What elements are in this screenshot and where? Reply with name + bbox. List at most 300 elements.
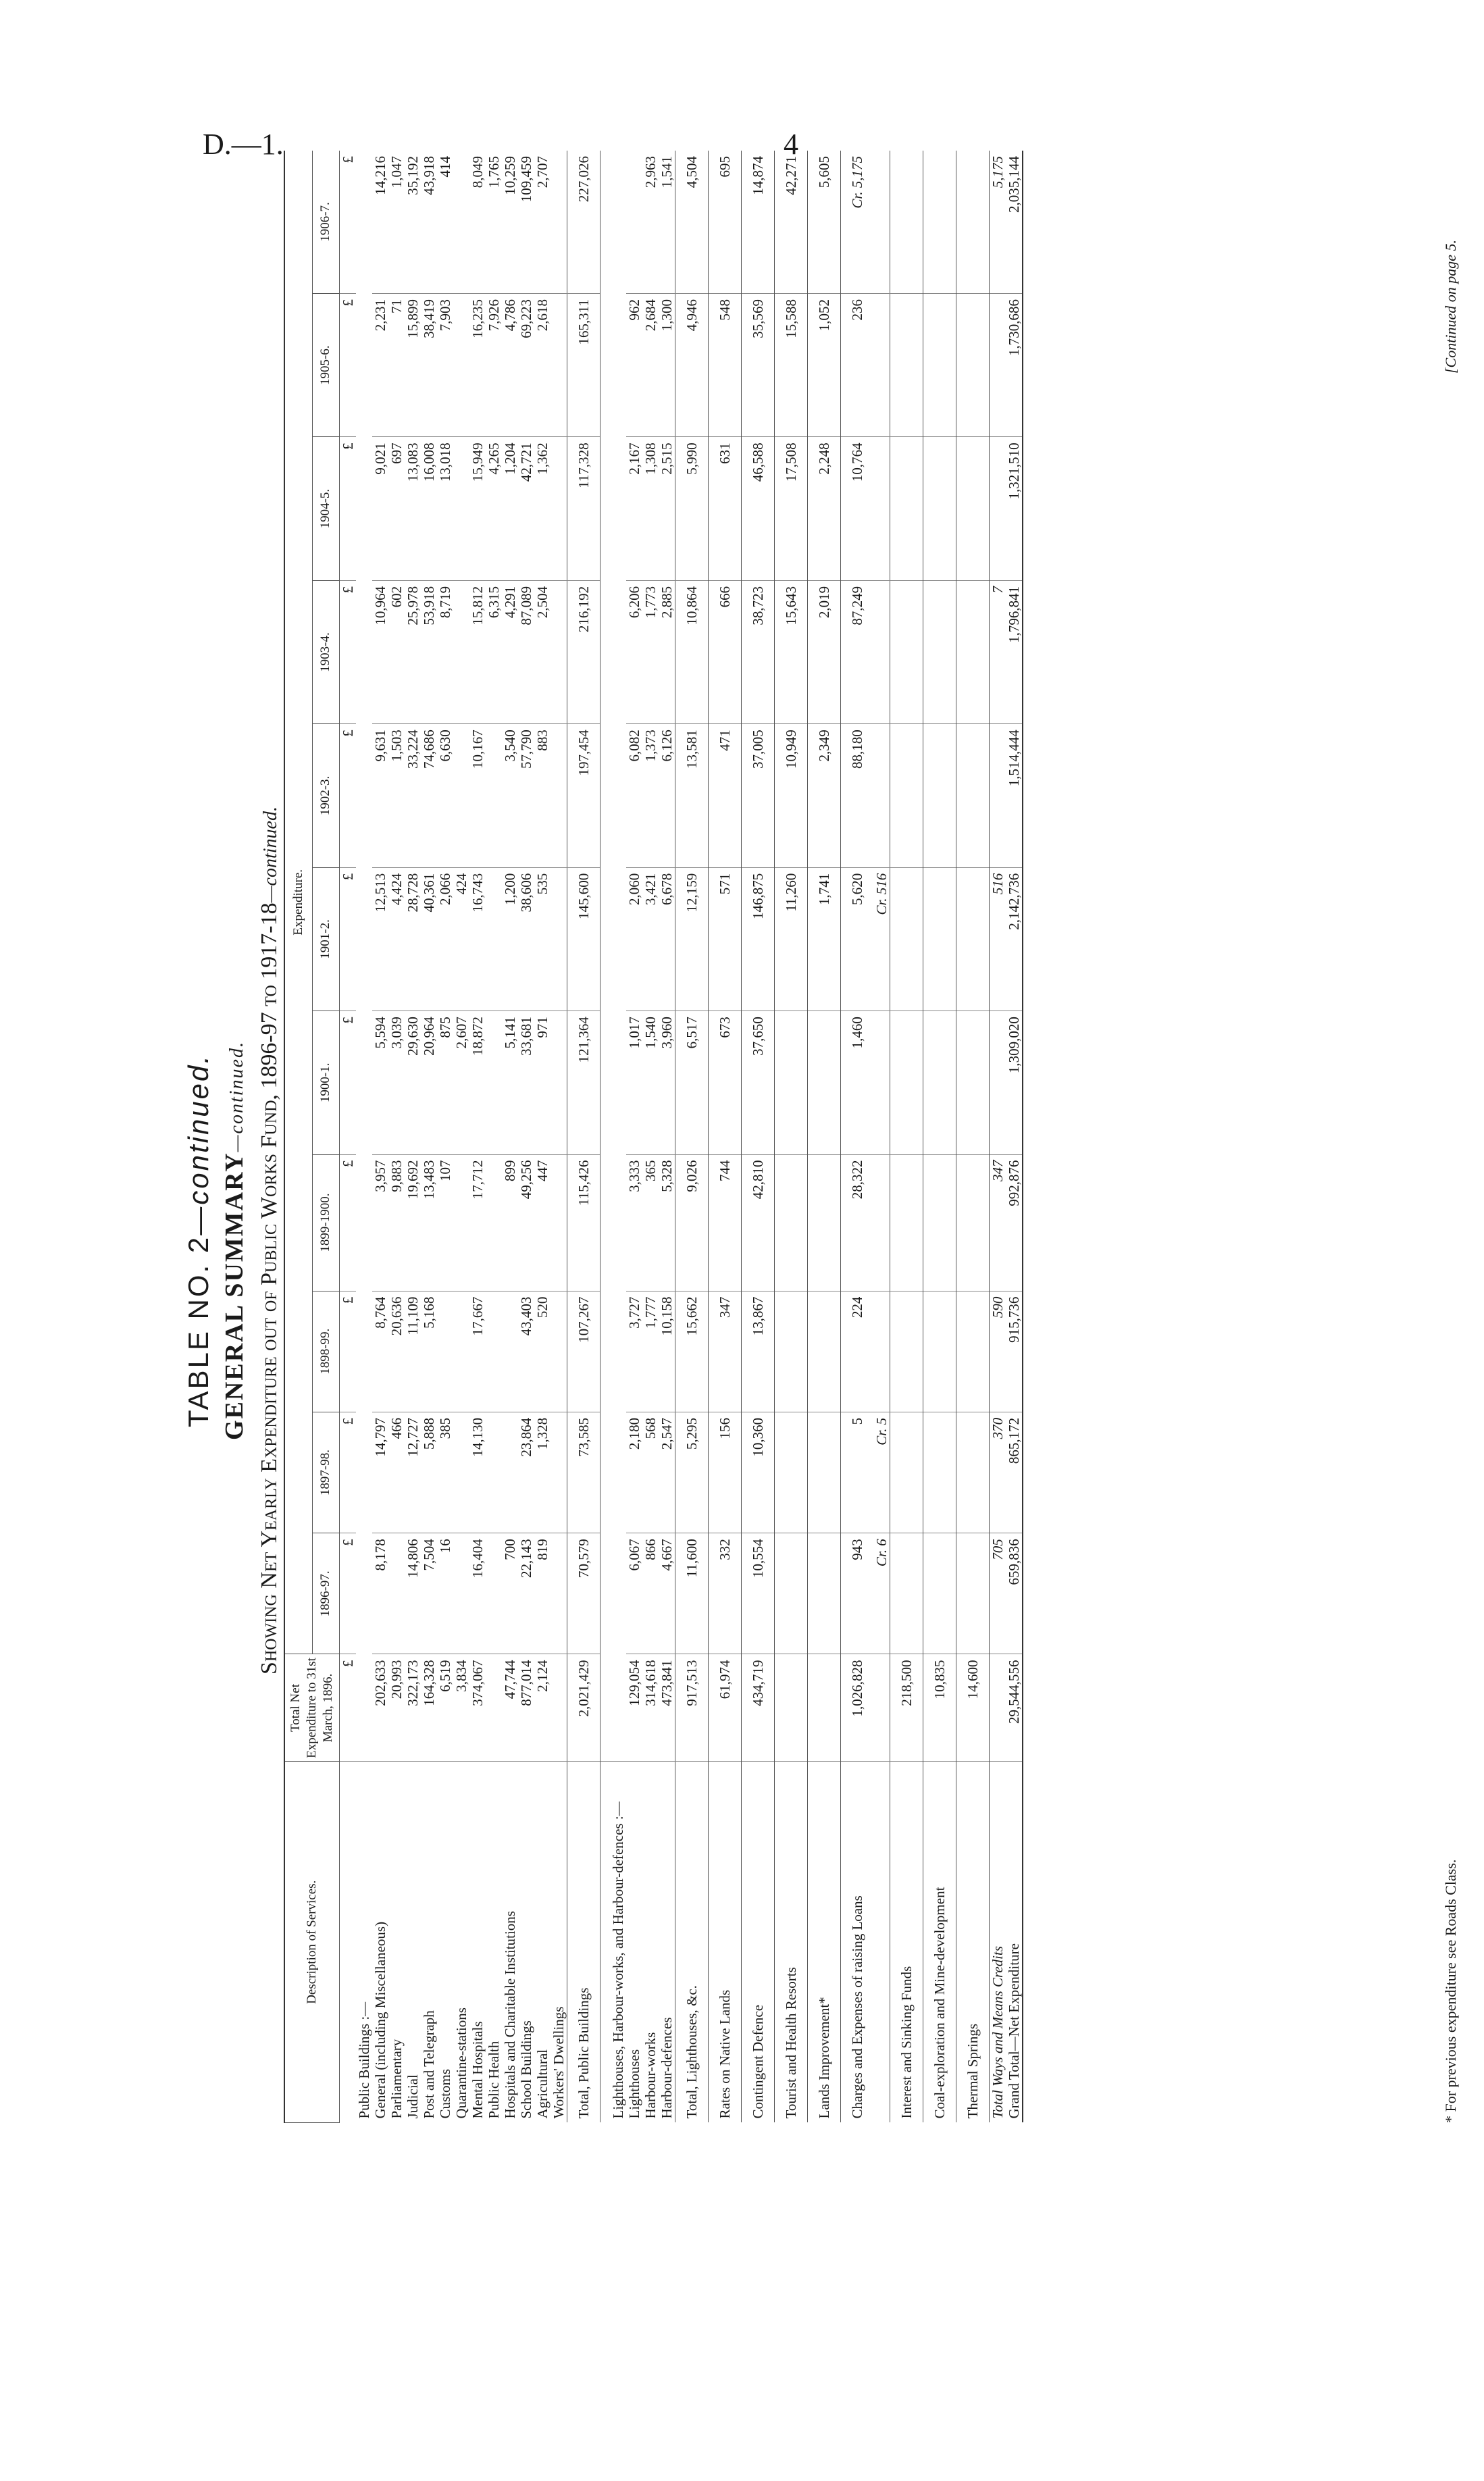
- cell-value: 38,723: [742, 580, 775, 723]
- row-charges-credits: [873, 151, 890, 2123]
- row-lh-harbour-works: [642, 151, 659, 2123]
- cell-value: [486, 1011, 502, 1154]
- cell-value: 10,554: [742, 1533, 775, 1654]
- cell-value: 3,727: [626, 1291, 642, 1412]
- cell-value: [956, 1533, 990, 1654]
- cell-value: 1,308: [642, 437, 659, 580]
- cell-value: 2,180: [626, 1412, 642, 1533]
- cell-value: 332: [709, 1533, 742, 1654]
- cell-value: 23,864: [518, 1412, 534, 1533]
- row-pb-judicial: [405, 151, 421, 2123]
- cell-value: 35,192: [405, 151, 421, 294]
- pound-symbol: £: [340, 1412, 357, 1533]
- row-label: Judicial: [405, 2074, 421, 2119]
- cell-value: [923, 1291, 956, 1412]
- cell-value: [486, 867, 502, 1011]
- row-tourist-resorts: [775, 151, 808, 2123]
- cell-value: 1,204: [502, 437, 518, 580]
- cell-value: 14,806: [405, 1533, 421, 1654]
- cell-value: 1,017: [626, 1011, 642, 1154]
- cell-value: 6,206: [626, 580, 642, 723]
- cell-value: [453, 1533, 469, 1654]
- cell-value: 5,295: [675, 1412, 709, 1533]
- cell-value: 2,618: [534, 294, 551, 437]
- cell-value: 22,143: [518, 1533, 534, 1654]
- cell-value: 74,686: [421, 724, 437, 867]
- cell-value: 6,630: [437, 724, 453, 867]
- cell-value: 1,796,841: [1006, 580, 1023, 723]
- header-year: 1902-3.: [312, 724, 339, 867]
- cell-value: 6,315: [486, 580, 502, 723]
- cell-value: [923, 1154, 956, 1291]
- cell-value: 29,630: [405, 1011, 421, 1154]
- cell-value: [775, 1412, 808, 1533]
- row-label: Hospitals and Charitable Institutions: [502, 1911, 518, 2119]
- cell-value: 16,743: [469, 867, 486, 1011]
- cell-value: 10,764: [841, 437, 874, 580]
- cell-value: 7: [990, 580, 1006, 723]
- pound-row-label: [340, 1762, 357, 2123]
- cell-value: [808, 1654, 841, 1762]
- cell-value: [453, 437, 469, 580]
- row-lh-lighthouses: [626, 151, 642, 2123]
- cell-value: 1,373: [642, 724, 659, 867]
- cell-value: 1,309,020: [1006, 1011, 1023, 1154]
- cell-value: [486, 1654, 502, 1762]
- cell-value: 13,083: [405, 437, 421, 580]
- cell-value: [808, 1412, 841, 1533]
- cell-value: 15,588: [775, 294, 808, 437]
- section-public-buildings: Public Buildings :—: [356, 151, 372, 2123]
- cell-value: 2,248: [808, 437, 841, 580]
- row-pb-school: [518, 151, 534, 2123]
- pound-symbol: £: [340, 1154, 357, 1291]
- cell-value: 516: [990, 867, 1006, 1011]
- cell-value: 11,260: [775, 867, 808, 1011]
- cell-value: 992,876: [1006, 1154, 1023, 1291]
- cell-value: 10,259: [502, 151, 518, 294]
- cell-value: 365: [642, 1154, 659, 1291]
- cell-value: 129,054: [626, 1654, 642, 1762]
- cell-value: 236: [841, 294, 874, 437]
- cell-value: [551, 580, 567, 723]
- cell-value: 43,403: [518, 1291, 534, 1412]
- cell-value: 12,727: [405, 1412, 421, 1533]
- row-grand-total: [1006, 151, 1023, 2123]
- cell-value: 7,504: [421, 1533, 437, 1654]
- header-year: 1900-1.: [312, 1011, 339, 1154]
- cell-value: [873, 1654, 890, 1762]
- row-label: Parliamentary: [388, 2039, 405, 2119]
- cell-value: [890, 580, 923, 723]
- cell-value: [956, 1291, 990, 1412]
- cell-value: 943: [841, 1533, 874, 1654]
- cell-value: [808, 1011, 841, 1154]
- cell-value: 15,662: [675, 1291, 709, 1412]
- row-pb-general: [372, 151, 388, 2123]
- cell-value: 202,633: [372, 1654, 388, 1762]
- cell-value: 13,581: [675, 724, 709, 867]
- cell-value: 10,158: [659, 1291, 675, 1412]
- cell-value: [990, 294, 1006, 437]
- row-label: Tourist and Health Resorts: [775, 1762, 808, 2123]
- cell-value: 40,361: [421, 867, 437, 1011]
- cell-value: [873, 294, 890, 437]
- cell-value: 19,692: [405, 1154, 421, 1291]
- cell-value: 8,764: [372, 1291, 388, 1412]
- cell-value: 17,667: [469, 1291, 486, 1412]
- cell-value: 2,515: [659, 437, 675, 580]
- cell-value: 666: [709, 580, 742, 723]
- cell-value: [453, 151, 469, 294]
- cell-value: 1,741: [808, 867, 841, 1011]
- cell-value: 2,060: [626, 867, 642, 1011]
- cell-value: 15,899: [405, 294, 421, 437]
- cell-value: 347: [709, 1291, 742, 1412]
- cell-value: 3,333: [626, 1154, 642, 1291]
- cell-value: 962: [626, 294, 642, 437]
- cell-value: 695: [709, 151, 742, 294]
- row-label: Harbour-works: [642, 2032, 659, 2119]
- cell-value: 28,322: [841, 1154, 874, 1291]
- cell-value: [388, 1533, 405, 1654]
- row-label: Lighthouses: [626, 2049, 642, 2119]
- pound-symbol: £: [340, 151, 357, 294]
- cell-value: 8,178: [372, 1533, 388, 1654]
- cell-value: 917,513: [675, 1654, 709, 1762]
- cell-value: 216,192: [567, 580, 600, 723]
- cell-value: [923, 867, 956, 1011]
- cell-value: 7,903: [437, 294, 453, 437]
- header-year: 1897-98.: [312, 1412, 339, 1533]
- cell-value: 1,321,510: [1006, 437, 1023, 580]
- cell-value: 17,508: [775, 437, 808, 580]
- row-interest-sinking: [890, 151, 923, 2123]
- cell-value: 314,618: [642, 1654, 659, 1762]
- cell-value: 1,328: [534, 1412, 551, 1533]
- cell-value: [956, 1011, 990, 1154]
- cell-value: 14,797: [372, 1412, 388, 1533]
- cell-value: 1,503: [388, 724, 405, 867]
- cell-value: 14,130: [469, 1412, 486, 1533]
- cell-value: [873, 724, 890, 867]
- row-pb-customs: [437, 151, 453, 2123]
- row-label: Quarantine-stations: [453, 2007, 469, 2119]
- cell-value: [890, 1533, 923, 1654]
- cell-value: 87,089: [518, 580, 534, 723]
- cell-value: 25,978: [405, 580, 421, 723]
- cell-value: [890, 867, 923, 1011]
- cell-value: 16,008: [421, 437, 437, 580]
- row-pb-workers: [551, 151, 567, 2123]
- cell-value: 197,454: [567, 724, 600, 867]
- cell-value: 471: [709, 724, 742, 867]
- cell-value: 3,039: [388, 1011, 405, 1154]
- row-thermal-springs: [956, 151, 990, 2123]
- cell-value: [775, 1291, 808, 1412]
- cell-value: 2,124: [534, 1654, 551, 1762]
- cell-value: 42,721: [518, 437, 534, 580]
- cell-value: 49,256: [518, 1154, 534, 1291]
- cell-value: 164,328: [421, 1654, 437, 1762]
- cell-value: 2,607: [453, 1011, 469, 1154]
- cell-value: 1,026,828: [841, 1654, 874, 1762]
- cell-value: 1,773: [642, 580, 659, 723]
- pound-symbol: £: [340, 580, 357, 723]
- cell-value: 322,173: [405, 1654, 421, 1762]
- row-pb-quarantine: [453, 151, 469, 2123]
- cell-value: 70,579: [567, 1533, 600, 1654]
- cell-value: 473,841: [659, 1654, 675, 1762]
- cell-value: 9,631: [372, 724, 388, 867]
- header-description: Description of Services.: [284, 1762, 340, 2123]
- cell-value: 434,719: [742, 1654, 775, 1762]
- row-native-lands: [709, 151, 742, 2123]
- cell-value: [551, 151, 567, 294]
- footnote: * For previous expenditure see Roads Class.: [1442, 1859, 1459, 2123]
- cell-value: [923, 580, 956, 723]
- cell-value: [486, 724, 502, 867]
- cell-value: 447: [534, 1154, 551, 1291]
- cell-value: [775, 1533, 808, 1654]
- header-year: 1896-97.: [312, 1533, 339, 1654]
- cell-value: [486, 1154, 502, 1291]
- cell-value: 3,834: [453, 1654, 469, 1762]
- cell-value: 2,885: [659, 580, 675, 723]
- cell-value: 10,835: [923, 1654, 956, 1762]
- cell-value: 548: [709, 294, 742, 437]
- cell-value: [551, 1291, 567, 1412]
- cell-value: 877,014: [518, 1654, 534, 1762]
- row-label: Charges and Expenses of raising Loans: [849, 1895, 865, 2119]
- cell-value: [873, 1291, 890, 1412]
- cell-value: 38,606: [518, 867, 534, 1011]
- cell-value: [923, 1412, 956, 1533]
- row-label: Post and Telegraph: [421, 2010, 437, 2119]
- cell-value: [453, 1412, 469, 1533]
- cell-value: 14,216: [372, 151, 388, 294]
- cell-value: 1,362: [534, 437, 551, 580]
- cell-value: 697: [388, 437, 405, 580]
- cell-value: [873, 1011, 890, 1154]
- cell-value: [923, 151, 956, 294]
- cell-value: 43,918: [421, 151, 437, 294]
- cell-value: [873, 437, 890, 580]
- cell-value: [873, 151, 890, 294]
- cell-value: 8,719: [437, 580, 453, 723]
- cell-value: 13,018: [437, 437, 453, 580]
- cell-value: 1,730,686: [1006, 294, 1023, 437]
- cell-value: [890, 1412, 923, 1533]
- cell-value: 5: [841, 1412, 874, 1533]
- cell-value: 6,517: [675, 1011, 709, 1154]
- cell-value: [437, 1291, 453, 1412]
- cell-value: 374,067: [469, 1654, 486, 1762]
- cell-value: [502, 1412, 518, 1533]
- row-label: Coal-exploration and Mine-development: [923, 1762, 956, 2123]
- header-year: 1901-2.: [312, 867, 339, 1011]
- cell-value: 385: [437, 1412, 453, 1533]
- cell-value: 224: [841, 1291, 874, 1412]
- cell-value: 535: [534, 867, 551, 1011]
- cell-value: [775, 1011, 808, 1154]
- cell-value: 520: [534, 1291, 551, 1412]
- cell-value: [923, 1533, 956, 1654]
- cell-value: 347: [990, 1154, 1006, 1291]
- cell-value: 16,235: [469, 294, 486, 437]
- cell-value: 602: [388, 580, 405, 723]
- cell-value: 899: [502, 1154, 518, 1291]
- row-pb-mental: [469, 151, 486, 2123]
- cell-value: [956, 867, 990, 1011]
- cell-value: 2,707: [534, 151, 551, 294]
- cell-value: 10,964: [372, 580, 388, 723]
- cell-value: 819: [534, 1533, 551, 1654]
- cell-value: [956, 724, 990, 867]
- row-label: Public Health: [486, 2041, 502, 2119]
- cell-value: 370: [990, 1412, 1006, 1533]
- cell-value: 20,636: [388, 1291, 405, 1412]
- cell-value: [551, 1154, 567, 1291]
- row-lh-harbour-defences: [659, 151, 675, 2123]
- cell-value: [923, 294, 956, 437]
- cell-value: 15,643: [775, 580, 808, 723]
- cell-value: 6,067: [626, 1533, 642, 1654]
- cell-value: 424: [453, 867, 469, 1011]
- cell-value: [923, 724, 956, 867]
- row-total-public-buildings: [567, 151, 600, 2123]
- cell-value: [890, 151, 923, 294]
- row-label: Total Ways and Means Credits: [990, 1945, 1006, 2119]
- cell-value: Cr. 6: [873, 1533, 890, 1654]
- cell-value: 2,019: [808, 580, 841, 723]
- cell-value: 971: [534, 1011, 551, 1154]
- cell-value: 2,142,736: [1006, 867, 1023, 1011]
- header-year: 1904-5.: [312, 437, 339, 580]
- cell-value: 33,681: [518, 1011, 534, 1154]
- cell-value: 1,047: [388, 151, 405, 294]
- cell-value: 20,993: [388, 1654, 405, 1762]
- cell-value: 5,620: [841, 867, 874, 1011]
- cell-value: 14,600: [956, 1654, 990, 1762]
- cell-value: 875: [437, 1011, 453, 1154]
- cell-value: 705: [990, 1533, 1006, 1654]
- cell-value: [551, 867, 567, 1011]
- cell-value: 115,426: [567, 1154, 600, 1291]
- cell-value: Cr. 5,175: [841, 151, 874, 294]
- cell-value: 466: [388, 1412, 405, 1533]
- cell-value: 673: [709, 1011, 742, 1154]
- cell-value: 571: [709, 867, 742, 1011]
- row-contingent-defence: [742, 151, 775, 2123]
- cell-value: 4,291: [502, 580, 518, 723]
- cell-value: 866: [642, 1533, 659, 1654]
- showing-subtitle: Showing Net Yearly Expenditure out of Public Works Fund, 1896-97 to 1917-18—continued.: [257, 807, 282, 1674]
- cell-value: 865,172: [1006, 1412, 1023, 1533]
- cell-value: 3,540: [502, 724, 518, 867]
- cell-value: 109,459: [518, 151, 534, 294]
- cell-value: 33,224: [405, 724, 421, 867]
- cell-value: 13,867: [742, 1291, 775, 1412]
- cell-value: [956, 1154, 990, 1291]
- row-pb-agricultural: [534, 151, 551, 2123]
- cell-value: 4,946: [675, 294, 709, 437]
- cell-value: [551, 1654, 567, 1762]
- cell-value: 1,541: [659, 151, 675, 294]
- cell-value: 631: [709, 437, 742, 580]
- row-lands-improvement: [808, 151, 841, 2123]
- cell-value: 915,736: [1006, 1291, 1023, 1412]
- cell-value: [956, 580, 990, 723]
- header-year: 1906-7.: [312, 151, 339, 294]
- row-pb-post: [421, 151, 437, 2123]
- cell-value: 2,547: [659, 1412, 675, 1533]
- cell-value: 2,066: [437, 867, 453, 1011]
- page-code: D.—1.: [203, 128, 284, 161]
- general-summary-title: GENERAL SUMMARY—continued.: [220, 1041, 249, 1440]
- cell-value: 73,585: [567, 1412, 600, 1533]
- cell-value: [873, 580, 890, 723]
- cell-value: 10,360: [742, 1412, 775, 1533]
- cell-value: [551, 1533, 567, 1654]
- cell-value: 9,883: [388, 1154, 405, 1291]
- cell-value: [551, 724, 567, 867]
- cell-value: [923, 1011, 956, 1154]
- cell-value: [551, 294, 567, 437]
- cell-value: [990, 1654, 1006, 1762]
- cell-value: 3,421: [642, 867, 659, 1011]
- cell-value: 29,544,556: [1006, 1654, 1023, 1762]
- cell-value: 9,021: [372, 437, 388, 580]
- cell-value: 107: [437, 1154, 453, 1291]
- cell-value: [551, 1412, 567, 1533]
- row-total-lighthouses: [675, 151, 709, 2123]
- cell-value: 53,918: [421, 580, 437, 723]
- cell-value: 1,540: [642, 1011, 659, 1154]
- header-year: 1903-4.: [312, 580, 339, 723]
- cell-value: 1,777: [642, 1291, 659, 1412]
- cell-value: 2,035,144: [1006, 151, 1023, 294]
- cell-value: 1,200: [502, 867, 518, 1011]
- cell-value: 11,109: [405, 1291, 421, 1412]
- cell-value: 4,667: [659, 1533, 675, 1654]
- cell-value: 37,005: [742, 724, 775, 867]
- row-ways-means: [990, 151, 1006, 2123]
- cell-value: [890, 437, 923, 580]
- cell-value: [453, 724, 469, 867]
- cell-value: 18,872: [469, 1011, 486, 1154]
- cell-value: [808, 1291, 841, 1412]
- expenditure-table: [284, 151, 1023, 2123]
- cell-value: [453, 1154, 469, 1291]
- cell-value: 5,594: [372, 1011, 388, 1154]
- cell-value: 121,364: [567, 1011, 600, 1154]
- cell-value: [551, 1011, 567, 1154]
- cell-value: 9,026: [675, 1154, 709, 1291]
- table-number-title: TABLE NO. 2—continued.: [182, 1053, 214, 1428]
- cell-value: 10,864: [675, 580, 709, 723]
- row-label: School Buildings: [518, 2020, 534, 2119]
- cell-value: 2,231: [372, 294, 388, 437]
- cell-value: 4,786: [502, 294, 518, 437]
- continued-note: [Continued on page 5.: [1442, 240, 1459, 374]
- cell-value: 7,926: [486, 294, 502, 437]
- header-year: 1898-99.: [312, 1291, 339, 1412]
- cell-value: [808, 1154, 841, 1291]
- cell-value: [956, 1412, 990, 1533]
- cell-value: 8,049: [469, 151, 486, 294]
- cell-value: 2,963: [642, 151, 659, 294]
